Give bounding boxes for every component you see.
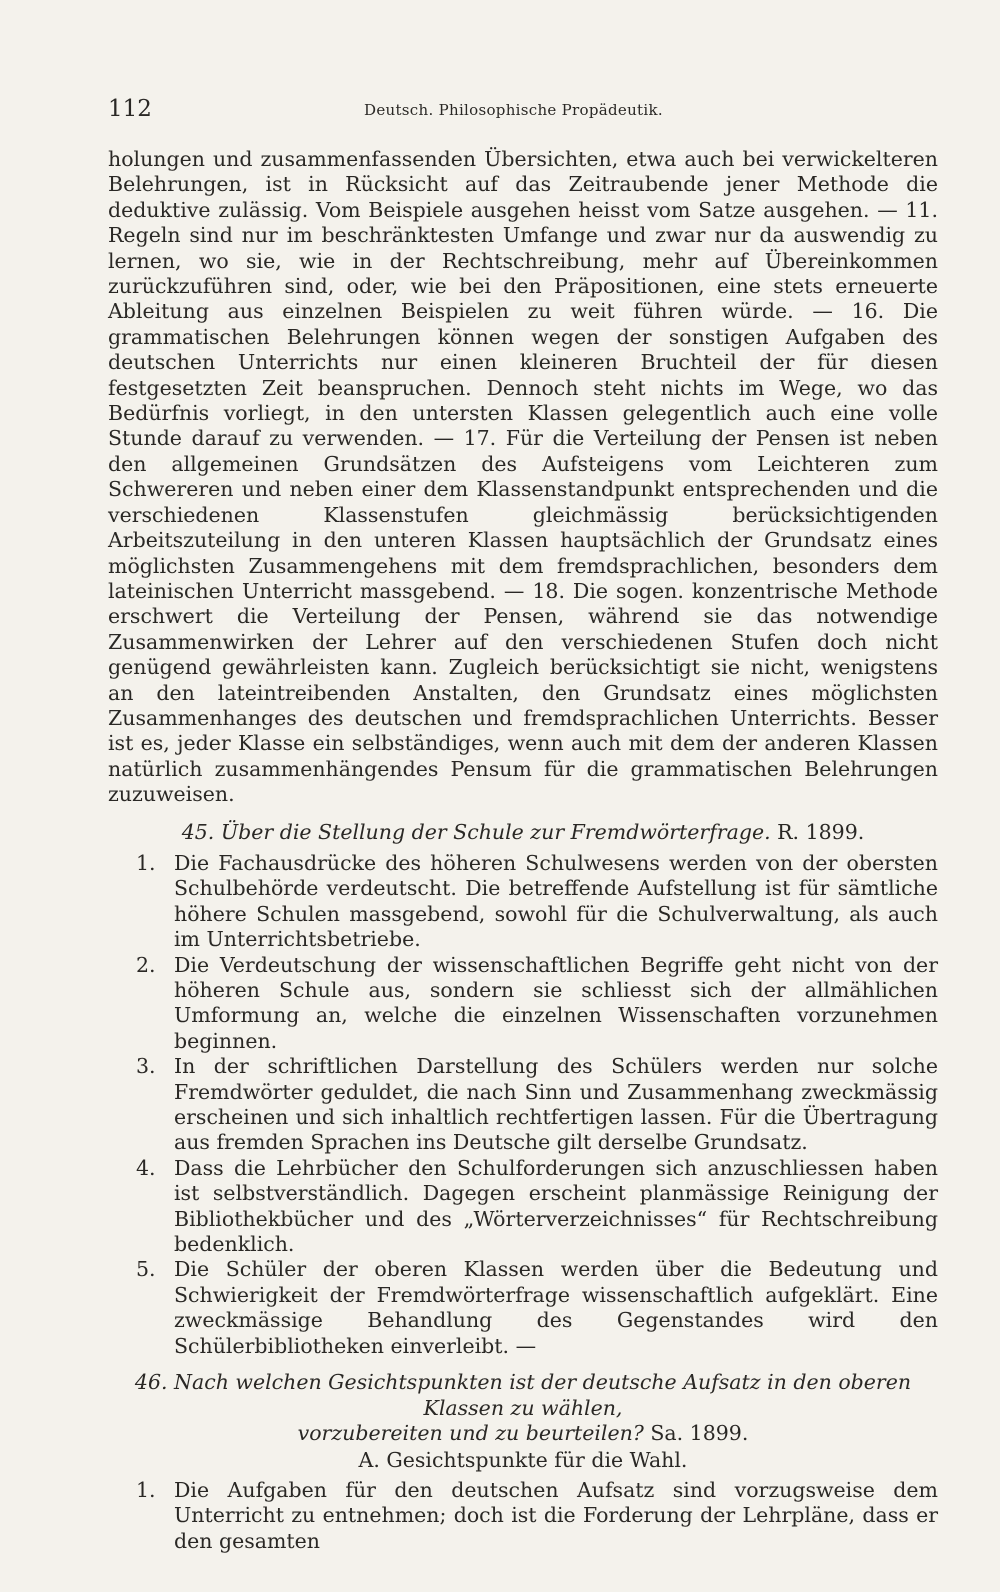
section-45-list — [108, 851, 938, 1359]
section-45-title: Über die Stellung der Schule zur Fremdwörterfrage. — [220, 819, 771, 844]
list-item-text: Die Verdeutschung der wissenschaftlichen Begriffe geht nicht von der höheren Schule aus, sondern sie schliesst sich der allmählichen Umformung an, welche die einzelnen Wissenschaften vorzunehmen beginnen. — [174, 952, 938, 1053]
list-item-number: 3. — [136, 1054, 156, 1079]
list-item — [108, 1257, 938, 1359]
list-item — [108, 1054, 938, 1156]
list-item — [108, 1156, 938, 1258]
main-text — [108, 147, 938, 1554]
list-item-text: In der schriftlichen Darstellung des Schülers werden nur solche Fremdwörter geduldet, die nach Sinn und Zusammenhang zweckmässig erscheinen und sich inhaltlich rechtfertigen lassen. Für die Übertragung aus fremden Sprachen ins Deutsche gilt derselbe Grundsatz. — [174, 1054, 938, 1155]
list-item-number: 4. — [136, 1155, 156, 1180]
section-46-title-line2: vorzubereiten und zu beurteilen? — [297, 1420, 644, 1445]
list-item-number: 5. — [136, 1257, 156, 1282]
section-46-title-line1: Nach welchen Gesichtspunkten ist der deutsche Aufsatz in den oberen Klassen zu wählen, — [174, 1370, 912, 1420]
list-item-number: 1. — [136, 850, 156, 875]
list-item-number: 1. — [136, 1477, 156, 1502]
page-number: 112 — [108, 96, 152, 122]
list-item-number: 2. — [136, 952, 156, 977]
list-item-text: Die Aufgaben für den deutschen Aufsatz sind vorzugsweise dem Unterricht zu entnehmen; doch ist die Forderung der Lehrpläne, dass er den gesamten — [174, 1477, 938, 1553]
list-item-text: Dass die Lehrbücher den Schulforderungen sich anzuschliessen haben ist selbstverständlich. Dagegen erscheint planmässige Reinigung der Bibliothekbücher und des „Wörterverzeichnisses“ für Rechtschreibung bedenklich. — [174, 1155, 938, 1257]
section-46-heading — [108, 1370, 938, 1446]
running-title: Deutsch. Philosophische Propädeutik. — [364, 101, 663, 119]
section-46-list — [108, 1478, 938, 1554]
list-item-text: Die Fachausdrücke des höheren Schulwesens werden von der obersten Schulbehörde verdeutscht. Die betreffende Aufstellung ist für sämtliche höhere Schulen massgebend, sowohl für die Schulverwaltung, als auch im Unterrichtsbetriebe. — [174, 850, 938, 952]
page-header — [108, 96, 928, 130]
list-item — [108, 1478, 938, 1554]
list-item-text: Die Schüler der oberen Klassen werden über die Bedeutung und Schwierigkeit der Fremdwörterfrage wissenschaftlich aufgeklärt. Eine zweckmässige Behandlung des Gegenstandes wird den Schülerbibliotheken einverleibt. — — [174, 1257, 938, 1358]
section-45-number: 45. — [181, 819, 215, 844]
section-46-subheading: A. Gesichtspunkte für die Wahl. — [358, 1448, 688, 1473]
list-item — [108, 851, 938, 953]
section-46-number: 46. — [134, 1370, 168, 1395]
list-item — [108, 953, 938, 1055]
body-paragraph: holungen und zusammenfassenden Übersichten, etwa auch bei verwickelteren Belehrungen, ist in Rücksicht auf das Zeitraubende jener Methode die deduktive zulässig. Vom Beispiele ausgehen heisst vom Satze ausgehen. — 11. Regeln sind nur im beschränktesten Umfange und zwar nur da auswendig zu lernen, wo sie, wie in der Rechtschreibung, mehr auf Übereinkommen zurückzuführen sind, oder, wie bei den Präpositionen, eine stets erneuerte Ableitung aus einzelnen Beispielen zu weit führen würde. — 16. Die grammatischen Belehrungen können wegen der sonstigen Aufgaben des deutschen Unterrichts nur einen kleineren Bruchteil der für diesen festgesetzten Zeit beanspruchen. Dennoch steht nichts im Wege, wo das Bedürfnis vorliegt, in den untersten Klassen gelegentlich auch eine volle Stunde darauf zu verwenden. — 17. Für die Verteilung der Pensen ist neben den allgemeinen Grundsätzen des Aufsteigens vom Leichteren zum Schwereren und neben einer dem Klassenstandpunkt entsprechenden und die verschiedenen Klassenstufen gleichmässig berücksichtigenden Arbeitszuteilung in den unteren Klassen hauptsächlich der Grundsatz eines möglichsten Zusammengehens mit dem fremdsprachlichen, besonders dem lateinischen Unterricht massgebend. — 18. Die sogen. konzentrische Methode erschwert die Verteilung der Pensen, während sie das notwendige Zusammenwirken der Lehrer auf den verschiedenen Stufen doch nicht genügend gewährleisten kann. Zugleich berücksichtigt sie nicht, wenigstens an den lateintreibenden Anstalten, den Grundsatz eines möglichsten Zusammenhanges des deutschen und fremdsprachlichen Unterrichts. Besser ist es, jeder Klasse ein selbständiges, wenn auch mit dem der anderen Klassen natürlich zusammenhängendes Pensum für die grammatischen Belehrungen zuzuweisen. — [108, 147, 938, 807]
section-46-source: Sa. 1899. — [650, 1420, 749, 1445]
section-45-heading — [108, 820, 938, 845]
section-45-source: R. 1899. — [777, 819, 865, 844]
